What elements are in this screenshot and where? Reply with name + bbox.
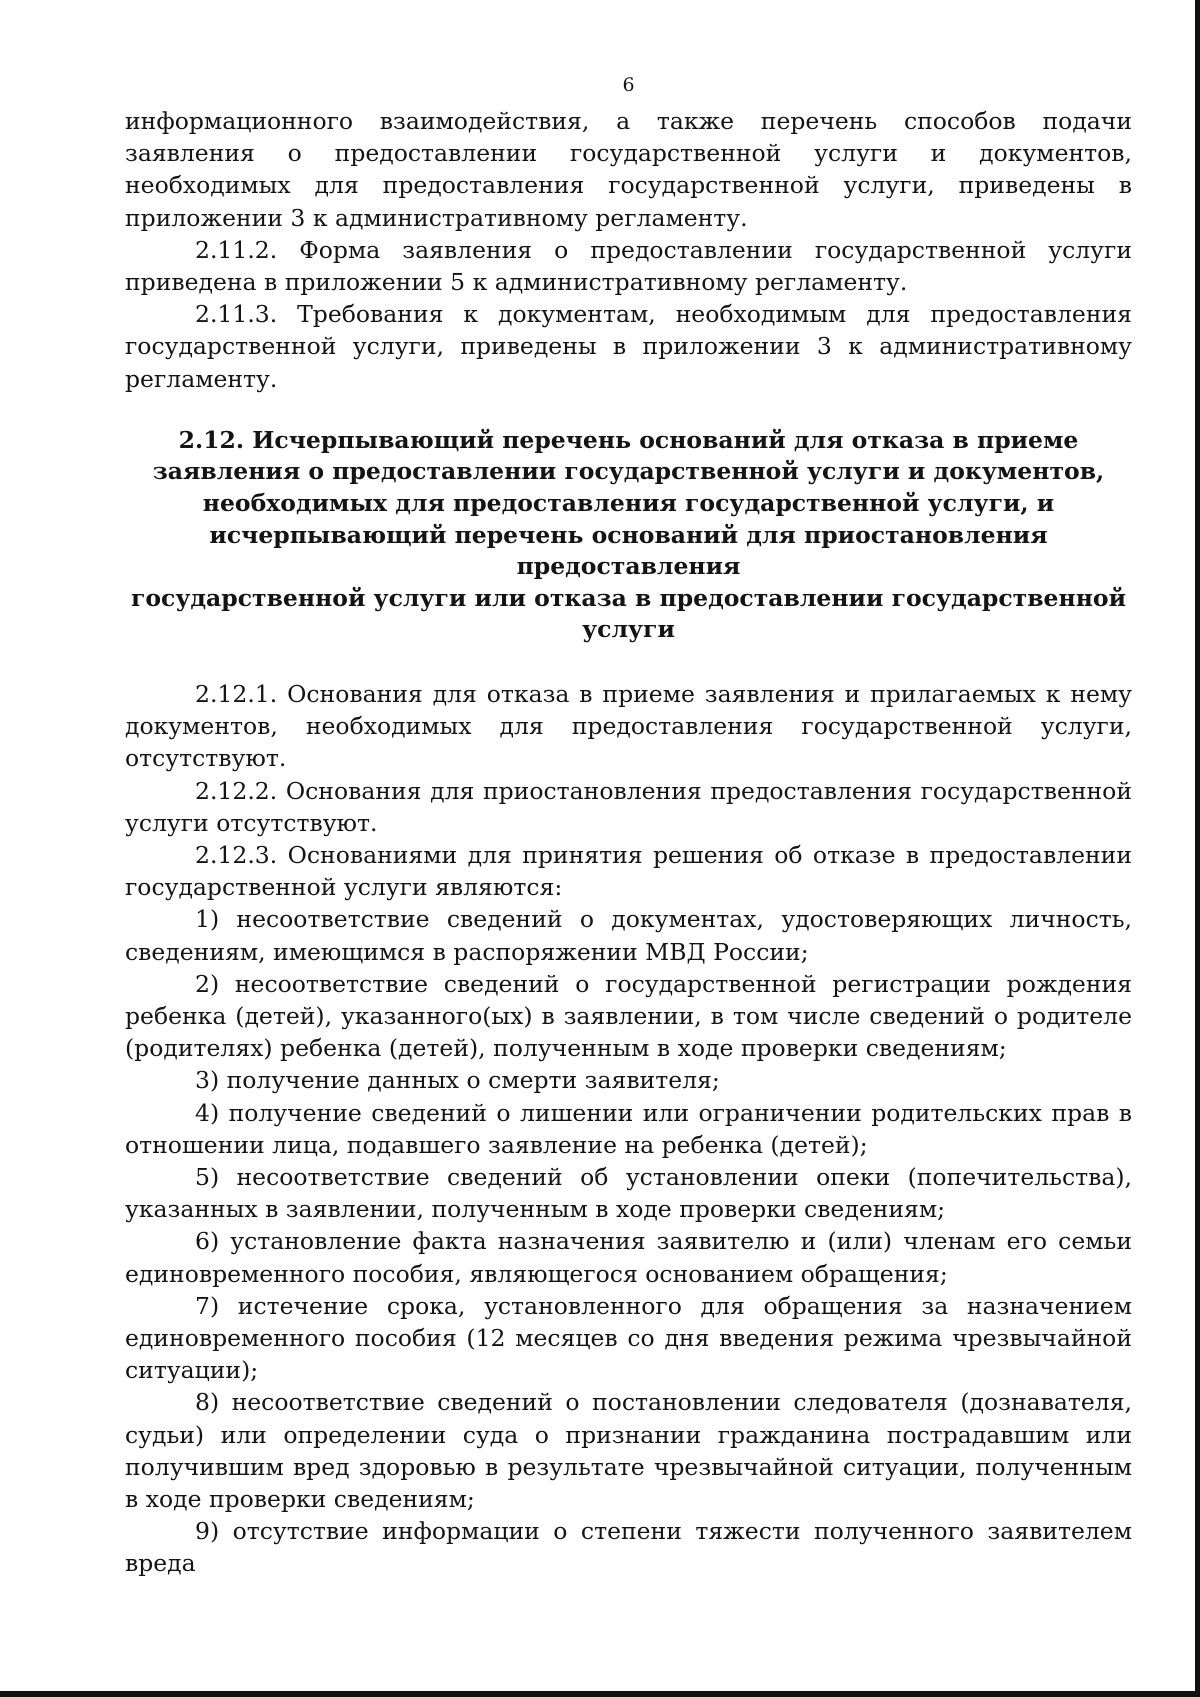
list-item-9: 9) отсутствие информации о степени тяжести полученного заявителем вреда: [125, 1517, 1132, 1578]
paragraph-2-11-2: 2.11.2. Форма заявления о предоставлении государственной услуги приведена в приложении 5 к административному регламенту.: [125, 235, 1132, 297]
heading-line: услуги: [582, 615, 675, 644]
scan-edge-right: [1195, 0, 1200, 1697]
paragraph-2-12-3: 2.12.3. Основаниями для принятия решения об отказе в предоставлении государственной услуги являются:: [125, 841, 1132, 902]
paragraph-2-11-3: 2.11.3. Требования к документам, необходимым для предоставления государственной услуги, приведены в приложении 3 к административному регламенту.: [125, 300, 1132, 393]
list-item-4: 4) получение сведений о лишении или ограничении родительских прав в отношении лица, подавшего заявление на ребенка (детей);: [125, 1098, 1132, 1159]
heading-line: необходимых для предоставления государственной услуги, и: [202, 489, 1055, 518]
list-item-8: 8) несоответствие сведений о постановлении следователя (дознавателя, судьи) или определении суда о признании гражданина пострадавшим или получившим вред здоровью в результате чрезвычайной ситуации, полученным в ходе проверки сведениям;: [125, 1388, 1132, 1514]
list-item-1: 1) несоответствие сведений о документах, удостоверяющих личность, сведениям, имеющимся в распоряжении МВД России;: [125, 905, 1132, 966]
heading-line: государственной услуги или отказа в предоставлении государственной: [130, 583, 1127, 612]
paragraph-2-12-2: 2.12.2. Основания для приостановления предоставления государственной услуги отсутствуют.: [125, 776, 1132, 837]
paragraph-intro-continuation: информационного взаимодействия, а также перечень способов подачи заявления о предоставлении государственной услуги и документов, необходимых для предоставления государственной услуги, приведены в приложении 3 к административному регламенту.: [125, 107, 1132, 232]
scan-edge-bottom: [0, 1691, 1200, 1697]
list-item-3: 3) получение данных о смерти заявителя;: [195, 1066, 720, 1095]
document-page: [125, 70, 1132, 1580]
list-item-2: 2) несоответствие сведений о государственной регистрации рождения ребенка (детей), указанного(ых) в заявлении, в том числе сведений о родителе (родителях) ребенка (детей), полученным в ходе проверки сведениям;: [125, 969, 1132, 1063]
list-item-5: 5) несоответствие сведений об установлении опеки (попечительства), указанных в заявлении, полученным в ходе проверки сведениям;: [125, 1163, 1132, 1224]
paragraph-2-12-1: 2.12.1. Основания для отказа в приеме заявления и прилагаемых к нему документов, необходимых для предоставления государственной услуги, отсутствуют.: [125, 679, 1132, 773]
list-item-6: 6) установление факта назначения заявителю и (или) членам его семьи единовременного пособия, являющегося основанием обращения;: [125, 1227, 1132, 1288]
section-heading-2-12: [125, 425, 1132, 646]
page-number: 6: [622, 74, 635, 96]
heading-line: исчерпывающий перечень оснований для приостановления предоставления: [209, 520, 1048, 581]
heading-line: 2.12. Исчерпывающий перечень оснований для отказа в приеме: [178, 425, 1079, 454]
list-item-7: 7) истечение срока, установленного для обращения за назначением единовременного пособия (12 месяцев со дня введения режима чрезвычайной ситуации);: [125, 1291, 1132, 1385]
heading-line: заявления о предоставлении государственной услуги и документов,: [152, 457, 1105, 486]
